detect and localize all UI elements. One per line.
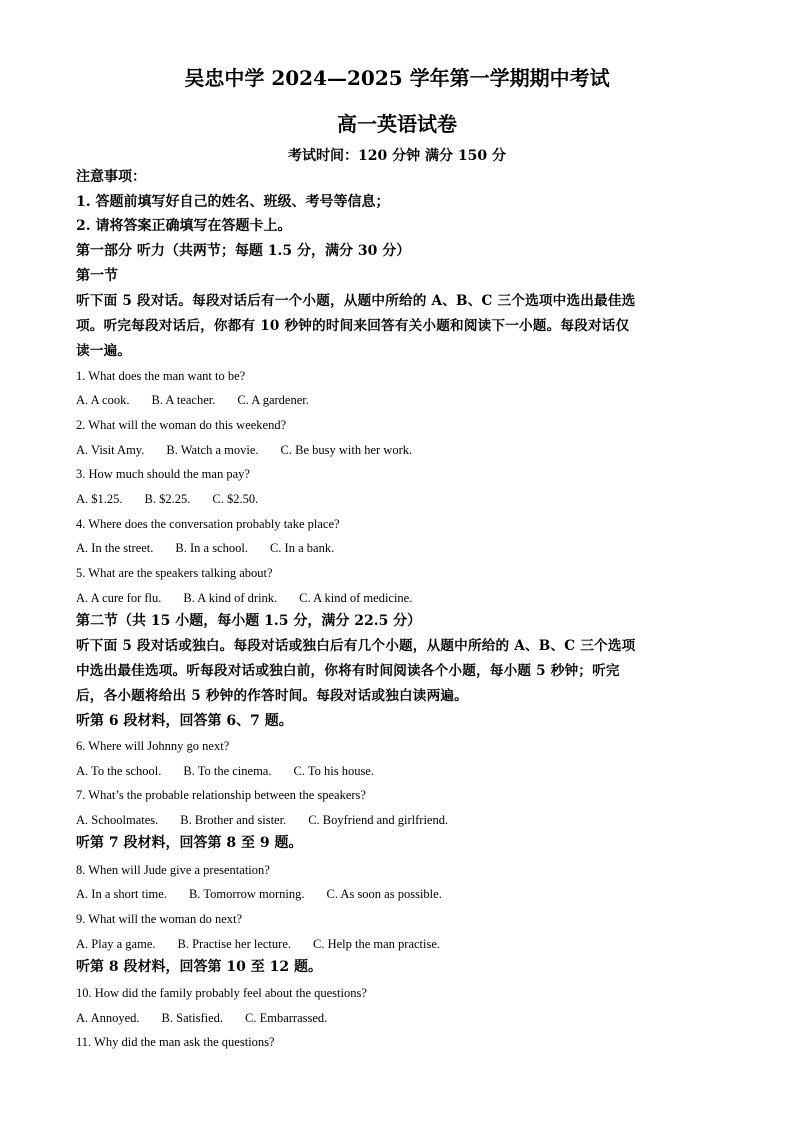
option-b: B. Practise her lecture. <box>177 937 291 951</box>
section2-instructions: 后，各小题将给出 5 秒钟的作答时间。每段对话或独白读两遍。 <box>76 688 468 704</box>
option-a: A. Annoyed. <box>76 1011 140 1025</box>
question-options <box>76 936 726 952</box>
part1-heading: 第一部分 听力（共两节；每题 1.5 分，满分 30 分） <box>76 243 411 259</box>
question-text: 7. What’s the probable relationship between the speakers? <box>76 788 366 802</box>
option-c: C. As soon as possible. <box>326 887 442 901</box>
material-heading: 听第 8 段材料，回答第 10 至 12 题。 <box>76 959 322 975</box>
question-options <box>76 491 726 507</box>
option-b: B. Satisfied. <box>161 1011 224 1025</box>
section2-instructions: 听下面 5 段对话或独白。每段对话或独白后有几个小题，从题中所给的 A、B、C 三个选项 <box>76 638 636 654</box>
option-c: C. A kind of medicine. <box>299 591 413 605</box>
exam-title: 吴忠中学 2024—2025 学年第一学期期中考试 <box>184 66 610 90</box>
question-options <box>76 590 726 606</box>
option-a: A. To the school. <box>76 764 162 778</box>
question-text: 11. Why did the man ask the questions? <box>76 1035 275 1049</box>
note-item: 2. 请将答案正确填写在答题卡上。 <box>76 218 292 234</box>
section1-instructions: 项。听完每段对话后，你都有 10 秒钟的时间来回答有关小题和阅读下一小题。每段对话仅 <box>76 318 630 334</box>
question-text: 5. What are the speakers talking about? <box>76 566 273 580</box>
section1-instructions: 听下面 5 段对话。每段对话后有一个小题，从题中所给的 A、B、C 三个选项中选出最佳选 <box>76 293 636 309</box>
option-a: A. Play a game. <box>76 937 156 951</box>
option-b: B. A teacher. <box>151 393 216 407</box>
section1-heading: 第一节 <box>76 268 118 284</box>
option-b: B. In a school. <box>175 541 248 555</box>
question-text: 6. Where will Johnny go next? <box>76 739 230 753</box>
option-c: C. Boyfriend and girlfriend. <box>308 813 449 827</box>
note-item: 1. 答题前填写好自己的姓名、班级、考号等信息； <box>76 194 390 210</box>
option-c: C. Help the man practise. <box>313 937 441 951</box>
option-c: C. In a bank. <box>269 541 335 555</box>
option-c: C. Embarrassed. <box>245 1011 328 1025</box>
option-b: B. Tomorrow morning. <box>188 887 305 901</box>
question-options <box>76 763 726 779</box>
section2-instructions: 中选出最佳选项。听每段对话或独白前，你将有时间阅读各个小题，每小题 5 秒钟；听完 <box>76 663 620 679</box>
section2-heading: 第二节（共 15 小题，每小题 1.5 分，满分 22.5 分） <box>76 613 422 629</box>
notes-heading: 注意事项： <box>76 169 146 185</box>
question-options <box>76 540 726 556</box>
question-options <box>76 392 726 408</box>
question-options <box>76 1010 726 1026</box>
exam-info: 考试时间：120 分钟 满分 150 分 <box>288 148 506 164</box>
question-text: 4. Where does the conversation probably take place? <box>76 517 340 531</box>
question-options <box>76 442 726 458</box>
option-a: A. In the street. <box>76 541 154 555</box>
question-options <box>76 812 726 828</box>
option-c: C. $2.50. <box>212 492 259 506</box>
material-heading: 听第 7 段材料，回答第 8 至 9 题。 <box>76 835 303 851</box>
option-a: A. Visit Amy. <box>76 443 145 457</box>
question-text: 8. When will Jude give a presentation? <box>76 863 270 877</box>
question-text: 9. What will the woman do next? <box>76 912 243 926</box>
question-text: 2. What will the woman do this weekend? <box>76 418 287 432</box>
question-text: 1. What does the man want to be? <box>76 369 246 383</box>
option-c: C. A gardener. <box>237 393 309 407</box>
option-c: C. Be busy with her work. <box>280 443 413 457</box>
option-b: B. To the cinema. <box>183 764 272 778</box>
option-c: C. To his house. <box>293 764 374 778</box>
option-a: A. A cure for flu. <box>76 591 162 605</box>
exam-subtitle: 高一英语试卷 <box>337 112 457 136</box>
option-b: B. Watch a movie. <box>166 443 259 457</box>
section1-instructions: 读一遍。 <box>76 343 132 359</box>
option-a: A. In a short time. <box>76 887 167 901</box>
option-b: B. Brother and sister. <box>180 813 287 827</box>
option-b: B. $2.25. <box>144 492 191 506</box>
option-a: A. A cook. <box>76 393 130 407</box>
question-text: 10. How did the family probably feel about the questions? <box>76 986 367 1000</box>
question-options <box>76 886 726 902</box>
option-a: A. $1.25. <box>76 492 123 506</box>
option-b: B. A kind of drink. <box>183 591 278 605</box>
material-heading: 听第 6 段材料，回答第 6、7 题。 <box>76 713 293 729</box>
question-text: 3. How much should the man pay? <box>76 467 250 481</box>
option-a: A. Schoolmates. <box>76 813 159 827</box>
